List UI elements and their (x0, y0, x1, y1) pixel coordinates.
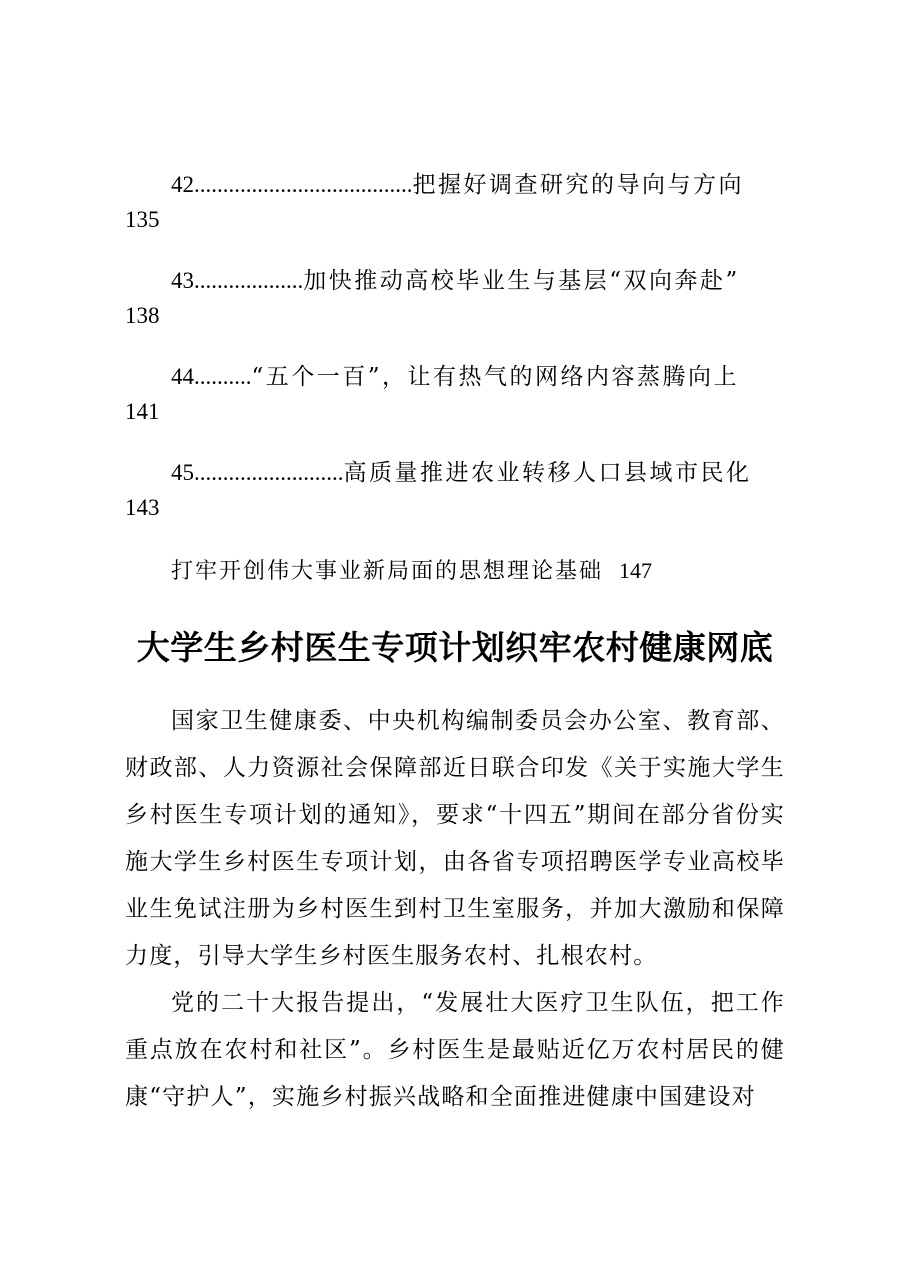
article-title: 大学生乡村医生专项计划织牢农村健康网底 (136, 628, 774, 668)
toc-entry-line (125, 261, 785, 301)
toc-entry-title: 高质量推进农业转移人口县域市民化 (343, 460, 752, 486)
toc-entry-number: 45 (171, 460, 194, 485)
toc-entry-page: 135 (125, 207, 160, 232)
toc-entry-title: “五个一百”，让有热气的网络内容蒸腾向上 (251, 364, 740, 390)
toc-entry-final[interactable] (125, 553, 785, 589)
toc-entry-line (125, 453, 785, 493)
toc-entry[interactable] (125, 165, 785, 261)
toc-entry-leader: ................... (194, 268, 304, 293)
toc-entry-title: 加快推动高校毕业生与基层“双向奔赴” (303, 268, 740, 294)
toc-entry-line (125, 357, 785, 397)
toc-entry-line (125, 165, 785, 205)
toc-entry-number: 43 (171, 268, 194, 293)
article-paragraph: 国家卫生健康委、中央机构编制委员会办公室、教育部、财政部、人力资源社会保障部近日联合印发《关于实施大学生乡村医生专项计划的通知》，要求“十四五”期间在部分省份实施大学生乡村医生专项计划，由各省专项招聘医学专业高校毕业生免试注册为乡村医生到村卫生室服务，并加大激励和保障力度，引导大学生乡村医生服务农村、扎根农村。 (125, 708, 785, 969)
table-of-contents (125, 165, 785, 589)
toc-entry-page: 141 (125, 399, 160, 424)
toc-entry-page: 143 (125, 495, 160, 520)
toc-entry-title: 打牢开创伟大事业新局面的思想理论基础 (171, 559, 604, 584)
toc-entry[interactable] (125, 261, 785, 357)
toc-entry-page: 138 (125, 303, 160, 328)
toc-entry-leader: .......... (194, 364, 252, 389)
toc-entry[interactable] (125, 357, 785, 453)
toc-entry[interactable] (125, 453, 785, 549)
toc-entry-title: 把握好调查研究的导向与方向 (412, 172, 744, 198)
toc-entry-number: 42 (171, 172, 194, 197)
toc-entry-page: 147 (619, 558, 653, 583)
article-paragraph: 党的二十大报告提出，“发展壮大医疗卫生队伍，把工作重点放在农村和社区”。乡村医生是最贴近亿万农村居民的健康“守护人”，实施乡村振兴战略和全面推进健康中国建设对 (125, 990, 785, 1110)
toc-entry-leader: ...................................... (194, 172, 413, 197)
article-body (125, 698, 785, 1121)
toc-entry-number: 44 (171, 364, 194, 389)
toc-entry-leader: .......................... (194, 460, 344, 485)
